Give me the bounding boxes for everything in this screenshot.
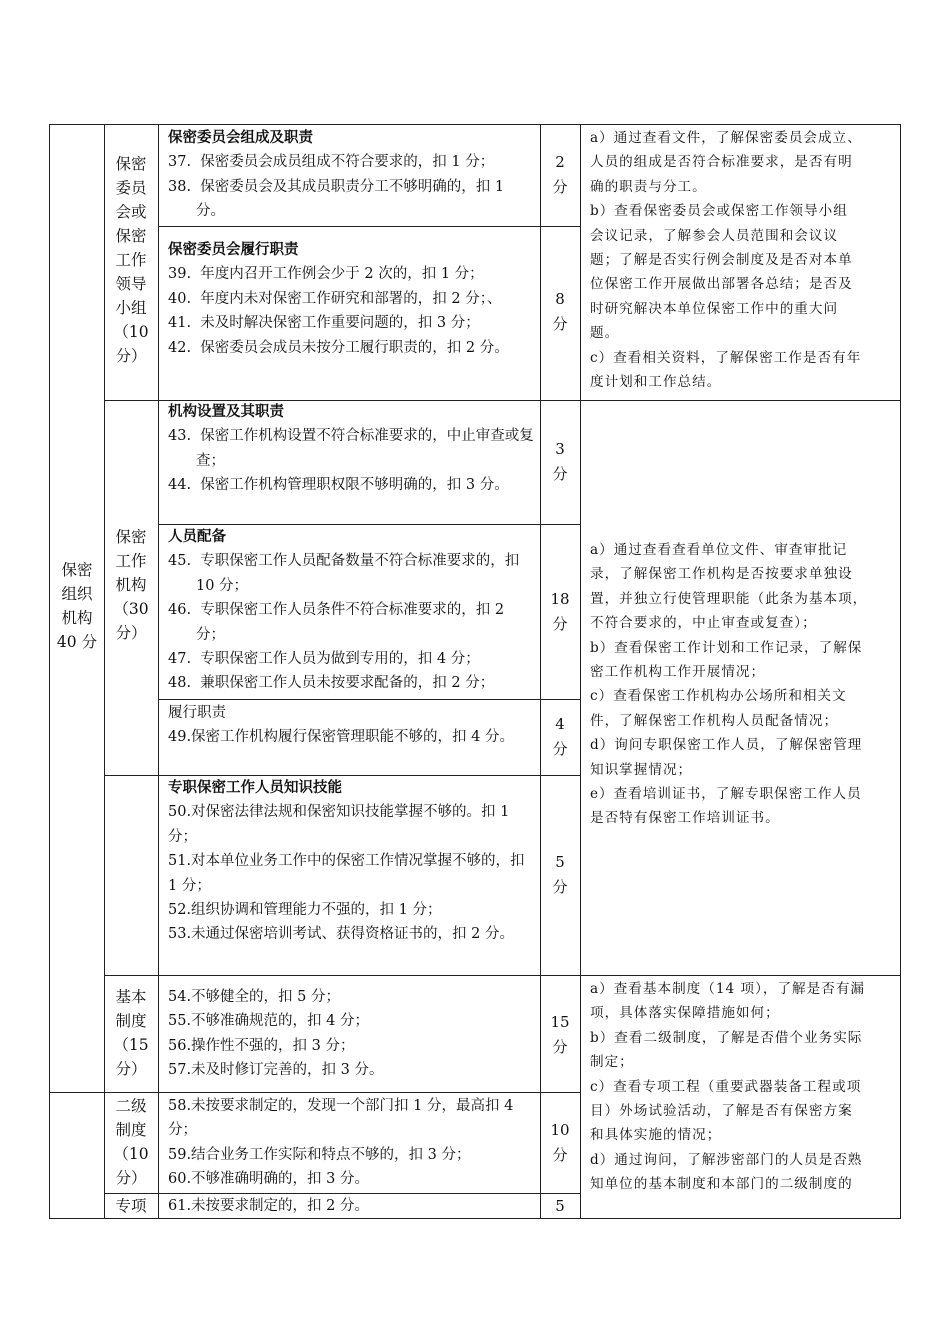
criteria-item: 54.不够健全的，扣 5 分； (168, 989, 341, 1005)
criteria-item: 52.组织协调和管理能力不强的，扣 1 分； (168, 902, 442, 919)
score-cell (540, 587, 580, 637)
score-unit: 分 (552, 178, 568, 196)
criteria-item: 39. 年度内召开工作例会少于 2 次的，扣 1 分； (168, 266, 484, 283)
score-unit: 分 (552, 315, 568, 333)
sub-category-line: 分） (115, 624, 147, 642)
sub-category-line: 保密 (115, 155, 147, 173)
sub-category-line: 工作 (115, 552, 147, 570)
criteria-item: 42. 保密委员会成员未按分工履行职责的，扣 2 分。 (168, 339, 509, 356)
criteria-item: 49.保密工作机构履行保密管理职能不够的，扣 4 分。 (168, 729, 515, 746)
sub-category-line: 工作 (115, 251, 147, 269)
criteria-item: 61.未按要求制定的，扣 2 分。 (168, 1198, 370, 1214)
criteria-group (158, 400, 540, 498)
check-line: 录，了解保密工作机构是否按要求单独设 (590, 566, 853, 583)
sub-category-line: 专项 (115, 1197, 147, 1215)
sub-category (104, 152, 158, 368)
main-category-line: 组织 (61, 585, 93, 603)
sub-category-line: 二级 (115, 1097, 147, 1115)
check-line: d）询问专职保密工作人员，了解保密管理 (590, 737, 863, 754)
sub-category-line: （10 (113, 323, 149, 341)
row-rule (104, 775, 158, 776)
group-title: 机构设置及其职责 (168, 404, 284, 420)
check-line: b）查看保密工作计划和工作记录，了解保 (590, 639, 863, 656)
sub-category-line: 小组 (115, 299, 147, 317)
criteria-item: 47. 专职保密工作人员为做到专用的，扣 4 分； (168, 651, 480, 668)
check-line: 项，具体落实保障措施如何； (590, 1005, 780, 1022)
criteria-item: 51.对本单位业务工作中的保密工作情况掌握不够的，扣 1 分； (168, 853, 530, 894)
check-line: 知单位的基本制度和本部门的二级制度的 (590, 1176, 853, 1193)
score-cell (540, 850, 580, 900)
sub-category (104, 1094, 158, 1190)
check-line: 不符合要求的，中止审查或复查）； (590, 615, 817, 632)
sub-category-line: 分） (115, 1169, 147, 1187)
criteria-item: 45. 专职保密工作人员配备数量不符合标准要求的，扣 10 分； (168, 553, 524, 594)
check-line: 确的职责与分工。 (590, 178, 707, 195)
score-unit: 分 (552, 878, 568, 896)
check-line: 时研究解决本单位保密工作中的重大问 (590, 300, 839, 317)
check-line: c）查看相关资料，了解保密工作是否有年 (590, 349, 862, 366)
sub-category-line: 基本 (115, 988, 147, 1006)
sub-category (104, 525, 158, 645)
criteria-item: 46. 专职保密工作人员条件不符合标准要求的，扣 2 分； (168, 602, 509, 643)
score-unit: 分 (552, 465, 568, 483)
score-value: 5 (555, 1197, 565, 1215)
sub-category-line: （30 (113, 600, 149, 618)
score-cell (540, 150, 580, 200)
check-line: c）查看专项工程（重要武器装备工程或项 (590, 1078, 862, 1095)
sub-category-line: （15 (113, 1036, 149, 1054)
group-title: 人员配备 (168, 529, 226, 545)
criteria-item: 41. 未及时解决保密工作重要问题的，扣 3 分； (168, 315, 480, 332)
check-line: b）查看二级制度，了解是否借个业务实际 (590, 1029, 863, 1046)
criteria-item: 55.不够准确规范的，扣 4 分； (168, 1013, 370, 1030)
check-line: 密工作机构工作开展情况； (590, 664, 766, 681)
score-cell (540, 1118, 580, 1168)
check-method-3 (580, 977, 900, 1197)
score-value: 10 (550, 1121, 570, 1139)
check-line: a）通过查看文件，了解保密委员会成立、 (590, 130, 862, 146)
check-line: 会议记录，了解参会人员范围和会议议 (590, 227, 839, 244)
sub-category (104, 1194, 158, 1218)
sub-category-line: 机构 (115, 576, 147, 594)
row-rule (158, 226, 580, 227)
criteria-item: 58.未按要求制定的，发现一个部门扣 1 分，最高扣 4 分； (168, 1098, 518, 1139)
criteria-item: 53.未通过保密培训考试、获得资格证书的，扣 2 分。 (168, 926, 515, 943)
criteria-item: 37. 保密委员会成员组成不符合要求的，扣 1 分； (168, 154, 495, 171)
sub-category-line: 制度 (115, 1012, 147, 1030)
check-line: e）查看培训证书，了解专职保密工作人员 (590, 786, 862, 803)
criteria-item: 40. 年度内未对保密工作研究和部署的，扣 2 分；、 (168, 290, 502, 307)
criteria-item: 59.结合业务工作实际和特点不够的，扣 3 分； (168, 1146, 471, 1163)
check-line: a）查看基本制度（14 项），了解是否有漏 (590, 981, 866, 997)
group-title: 专职保密工作人员知识技能 (168, 780, 342, 796)
criteria-group (158, 238, 540, 360)
score-unit: 分 (552, 740, 568, 758)
main-category-line: 机构 (61, 609, 93, 627)
criteria-group (158, 776, 540, 947)
sub-category-line: 分） (115, 1060, 147, 1078)
score-unit: 分 (552, 615, 568, 633)
criteria-group (158, 1194, 540, 1218)
check-line: c）查看保密工作机构办公场所和相关文 (590, 688, 847, 705)
criteria-group (158, 126, 540, 224)
row-rule (104, 975, 900, 976)
criteria-item: 44. 保密工作机构管理职权限不够明确的，扣 3 分。 (168, 477, 509, 494)
score-value: 5 (555, 853, 565, 871)
table-border-left (49, 124, 50, 1218)
criteria-group (158, 525, 540, 696)
sub-category-line: 保密 (115, 227, 147, 245)
score-value: 15 (550, 1013, 570, 1031)
main-category-line: 40 分 (56, 633, 98, 651)
criteria-group (158, 985, 540, 1083)
score-cell (540, 1010, 580, 1060)
score-unit: 分 (552, 1146, 568, 1164)
check-line: 位保密工作开展做出部署各总结；是否及 (590, 276, 853, 293)
check-line: 题；了解是否实行例会制度及是否对本单 (590, 252, 853, 269)
criteria-item: 38. 保密委员会及其成员职责分工不够明确的，扣 1 分。 (168, 178, 509, 220)
check-line: d）通过询问，了解涉密部门的人员是否熟 (590, 1151, 863, 1168)
check-line: 题。 (590, 325, 620, 342)
check-line: 知识掌握情况； (590, 761, 693, 778)
check-line: b）查看保密委员会或保密工作领导小组 (590, 203, 848, 220)
main-category-line: 保密 (61, 561, 93, 579)
score-value: 8 (555, 290, 565, 308)
criteria-item: 50.对保密法律法规和保密知识技能掌握不够的。扣 1 分； (168, 804, 515, 845)
criteria-item: 43. 保密工作机构设置不符合标准要求的，中止审查或复查； (168, 428, 534, 469)
score-unit: 分 (552, 1038, 568, 1056)
check-line: 目）外场试验活动，了解是否有保密方案 (590, 1103, 853, 1120)
main-category (49, 558, 105, 654)
check-line: 件，了解保密工作机构人员配备情况； (590, 712, 839, 729)
check-line: 度计划和工作总结。 (590, 374, 722, 391)
score-value: 3 (555, 440, 565, 458)
sub-category-line: 委员 (115, 179, 147, 197)
check-line: a）通过查看查看单位文件、审查审批记 (590, 542, 848, 558)
group-title: 履行职责 (168, 705, 226, 721)
check-method-1 (580, 126, 900, 394)
score-cell (540, 437, 580, 487)
check-line: 置，并独立行使管理职能（此条为基本项， (590, 590, 868, 607)
score-cell (540, 287, 580, 337)
sub-category-line: 分） (115, 347, 147, 365)
criteria-group (158, 701, 540, 750)
check-line: 是否特有保密工作培训证书。 (590, 810, 780, 827)
score-value: 2 (555, 153, 565, 171)
score-value: 4 (555, 715, 565, 733)
criteria-group (158, 1094, 540, 1192)
group-title: 保密委员会组成及职责 (168, 130, 313, 146)
criteria-item: 48. 兼职保密工作人员未按要求配备的，扣 2 分； (168, 675, 495, 692)
check-line: 人员的组成是否符合标准要求，是否有明 (590, 154, 853, 171)
sub-category-line: 保密 (115, 528, 147, 546)
sub-category-line: （10 (113, 1145, 149, 1163)
criteria-item: 60.不够准确明确的，扣 3 分。 (168, 1171, 370, 1188)
criteria-item: 57.未及时修订完善的，扣 3 分。 (168, 1062, 384, 1079)
check-line: 制定； (590, 1054, 634, 1071)
score-value: 18 (550, 590, 570, 608)
sub-category-line: 制度 (115, 1121, 147, 1139)
score-cell (540, 1194, 580, 1219)
check-line: 和具体实施的情况； (590, 1127, 722, 1144)
sub-category-line: 会或 (115, 203, 147, 221)
table-border-top (49, 124, 901, 125)
sub-category-line: 领导 (115, 275, 147, 293)
criteria-item: 56.操作性不强的，扣 3 分； (168, 1037, 355, 1054)
table-border-right (900, 124, 901, 1218)
score-cell (540, 712, 580, 762)
row-rule (158, 699, 580, 700)
group-title: 保密委员会履行职责 (168, 242, 299, 258)
check-method-2 (580, 538, 900, 831)
sub-category (104, 985, 158, 1081)
row-rule (49, 1092, 580, 1093)
